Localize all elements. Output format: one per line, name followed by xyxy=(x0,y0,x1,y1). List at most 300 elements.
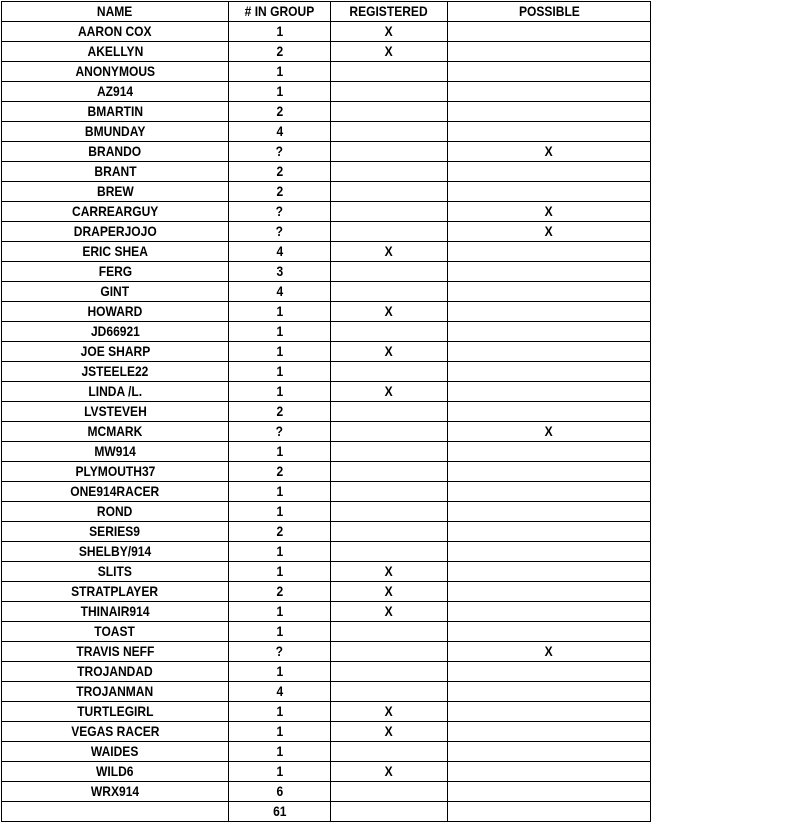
in-group-cell xyxy=(229,502,331,522)
possible-cell xyxy=(448,262,651,282)
header-row xyxy=(2,2,651,22)
table-row xyxy=(2,362,651,382)
registered-cell xyxy=(331,142,448,162)
possible-cell xyxy=(448,582,651,602)
in-group-cell xyxy=(229,82,331,102)
total-in-group-value: 61 xyxy=(272,803,287,819)
in-group-value: ? xyxy=(275,203,284,219)
registered-value: X xyxy=(384,763,394,779)
registered-cell xyxy=(331,362,448,382)
registered-value: X xyxy=(384,563,394,579)
header-possible xyxy=(448,2,651,22)
table-row xyxy=(2,222,651,242)
registered-value: X xyxy=(384,703,394,719)
table-row xyxy=(2,42,651,62)
possible-cell xyxy=(448,762,651,782)
possible-cell xyxy=(448,542,651,562)
in-group-cell xyxy=(229,682,331,702)
in-group-cell xyxy=(229,362,331,382)
possible-cell xyxy=(448,462,651,482)
name-value: ANONYMOUS xyxy=(75,63,155,79)
possible-cell xyxy=(448,142,651,162)
in-group-value: 1 xyxy=(276,563,283,579)
possible-cell xyxy=(448,382,651,402)
name-value: BMARTIN xyxy=(87,103,143,119)
in-group-value: 2 xyxy=(276,403,283,419)
table-row xyxy=(2,482,651,502)
in-group-value: 1 xyxy=(276,763,283,779)
registered-cell xyxy=(331,442,448,462)
name-cell xyxy=(2,642,229,662)
in-group-value: 4 xyxy=(276,683,283,699)
header-in-group-label: # IN GROUP xyxy=(244,3,315,19)
possible-value: X xyxy=(544,643,554,659)
registered-cell xyxy=(331,62,448,82)
total-possible-cell xyxy=(448,802,651,822)
name-cell xyxy=(2,22,229,42)
registered-cell xyxy=(331,222,448,242)
table-row xyxy=(2,322,651,342)
name-cell xyxy=(2,662,229,682)
in-group-cell xyxy=(229,222,331,242)
header-name xyxy=(2,2,229,22)
in-group-cell xyxy=(229,202,331,222)
possible-cell xyxy=(448,602,651,622)
name-cell xyxy=(2,562,229,582)
table-row xyxy=(2,782,651,802)
registered-value: X xyxy=(384,723,394,739)
in-group-value: 2 xyxy=(276,103,283,119)
name-value: AKELLYN xyxy=(87,43,143,59)
name-cell xyxy=(2,102,229,122)
possible-cell xyxy=(448,22,651,42)
name-cell xyxy=(2,82,229,102)
possible-cell xyxy=(448,222,651,242)
registered-cell xyxy=(331,762,448,782)
in-group-value: 1 xyxy=(276,503,283,519)
in-group-value: 1 xyxy=(276,303,283,319)
table-row xyxy=(2,382,651,402)
table-row xyxy=(2,642,651,662)
in-group-value: 2 xyxy=(276,523,283,539)
name-cell xyxy=(2,582,229,602)
registered-value: X xyxy=(384,343,394,359)
in-group-value: 1 xyxy=(276,383,283,399)
name-cell xyxy=(2,522,229,542)
name-value: BRANT xyxy=(93,163,137,179)
name-value: SHELBY/914 xyxy=(78,543,152,559)
possible-cell xyxy=(448,182,651,202)
name-cell xyxy=(2,362,229,382)
in-group-cell xyxy=(229,762,331,782)
in-group-cell xyxy=(229,382,331,402)
in-group-value: 1 xyxy=(276,63,283,79)
in-group-value: 1 xyxy=(276,483,283,499)
name-value: AZ914 xyxy=(96,83,134,99)
registered-value: X xyxy=(384,243,394,259)
table-row xyxy=(2,702,651,722)
in-group-value: 4 xyxy=(276,243,283,259)
in-group-value: ? xyxy=(275,423,284,439)
in-group-value: 2 xyxy=(276,583,283,599)
name-value: ERIC SHEA xyxy=(82,243,148,259)
in-group-cell xyxy=(229,562,331,582)
name-value: DRAPERJOJO xyxy=(73,223,157,239)
in-group-cell xyxy=(229,122,331,142)
possible-cell xyxy=(448,682,651,702)
registered-cell xyxy=(331,262,448,282)
name-cell xyxy=(2,182,229,202)
name-cell xyxy=(2,402,229,422)
registered-cell xyxy=(331,402,448,422)
name-cell xyxy=(2,742,229,762)
table-row xyxy=(2,22,651,42)
table-row xyxy=(2,202,651,222)
name-cell xyxy=(2,422,229,442)
name-cell xyxy=(2,382,229,402)
name-value: TOAST xyxy=(94,623,136,639)
in-group-value: 1 xyxy=(276,723,283,739)
registered-cell xyxy=(331,542,448,562)
possible-cell xyxy=(448,282,651,302)
registered-cell xyxy=(331,702,448,722)
registered-cell xyxy=(331,642,448,662)
name-value: MW914 xyxy=(94,443,136,459)
name-cell xyxy=(2,702,229,722)
total-name-cell xyxy=(2,802,229,822)
registered-cell xyxy=(331,482,448,502)
in-group-cell xyxy=(229,282,331,302)
in-group-cell xyxy=(229,542,331,562)
possible-cell xyxy=(448,522,651,542)
name-value: JD66921 xyxy=(90,323,140,339)
registered-cell xyxy=(331,102,448,122)
in-group-cell xyxy=(229,162,331,182)
in-group-cell xyxy=(229,622,331,642)
name-value: MCMARK xyxy=(87,423,143,439)
table-row xyxy=(2,562,651,582)
in-group-value: 2 xyxy=(276,183,283,199)
registered-cell xyxy=(331,782,448,802)
registered-cell xyxy=(331,322,448,342)
name-cell xyxy=(2,762,229,782)
table-row xyxy=(2,462,651,482)
name-cell xyxy=(2,222,229,242)
possible-cell xyxy=(448,402,651,422)
in-group-cell xyxy=(229,582,331,602)
in-group-cell xyxy=(229,602,331,622)
in-group-value: 1 xyxy=(276,703,283,719)
name-cell xyxy=(2,42,229,62)
name-value: BREW xyxy=(96,183,134,199)
in-group-cell xyxy=(229,42,331,62)
registered-cell xyxy=(331,42,448,62)
registered-cell xyxy=(331,122,448,142)
name-cell xyxy=(2,682,229,702)
registered-cell xyxy=(331,82,448,102)
possible-cell xyxy=(448,342,651,362)
table-row xyxy=(2,542,651,562)
registered-cell xyxy=(331,582,448,602)
name-cell xyxy=(2,62,229,82)
possible-cell xyxy=(448,782,651,802)
registered-cell xyxy=(331,302,448,322)
table-row xyxy=(2,442,651,462)
name-value: SERIES9 xyxy=(89,523,141,539)
in-group-value: 3 xyxy=(276,263,283,279)
name-value: GINT xyxy=(100,283,130,299)
possible-cell xyxy=(448,722,651,742)
possible-cell xyxy=(448,702,651,722)
registered-cell xyxy=(331,682,448,702)
name-value: CARREARGUY xyxy=(71,203,159,219)
table-row xyxy=(2,102,651,122)
name-value: JSTEELE22 xyxy=(81,363,149,379)
possible-cell xyxy=(448,362,651,382)
registered-cell xyxy=(331,502,448,522)
name-cell xyxy=(2,262,229,282)
table-row xyxy=(2,602,651,622)
possible-cell xyxy=(448,742,651,762)
name-value: FERG xyxy=(98,263,132,279)
table-row xyxy=(2,502,651,522)
in-group-value: 2 xyxy=(276,463,283,479)
in-group-cell xyxy=(229,482,331,502)
in-group-value: ? xyxy=(275,643,284,659)
registered-cell xyxy=(331,382,448,402)
in-group-value: 1 xyxy=(276,343,283,359)
registered-cell xyxy=(331,562,448,582)
in-group-value: 1 xyxy=(276,23,283,39)
in-group-cell xyxy=(229,422,331,442)
table-row xyxy=(2,122,651,142)
table-row xyxy=(2,142,651,162)
name-value: TURTLEGIRL xyxy=(76,703,154,719)
table-row xyxy=(2,162,651,182)
table-row xyxy=(2,722,651,742)
in-group-cell xyxy=(229,402,331,422)
name-cell xyxy=(2,122,229,142)
table-row xyxy=(2,522,651,542)
name-value: WILD6 xyxy=(96,763,134,779)
possible-cell xyxy=(448,162,651,182)
table-row xyxy=(2,622,651,642)
name-cell xyxy=(2,622,229,642)
table-row xyxy=(2,762,651,782)
registered-cell xyxy=(331,22,448,42)
registered-cell xyxy=(331,182,448,202)
possible-value: X xyxy=(544,143,554,159)
registered-cell xyxy=(331,282,448,302)
table-row xyxy=(2,742,651,762)
name-value: BRANDO xyxy=(88,143,142,159)
in-group-cell xyxy=(229,102,331,122)
name-cell xyxy=(2,782,229,802)
possible-value: X xyxy=(544,223,554,239)
in-group-value: 1 xyxy=(276,603,283,619)
in-group-value: 1 xyxy=(276,363,283,379)
in-group-value: 4 xyxy=(276,123,283,139)
table-row xyxy=(2,402,651,422)
table-row xyxy=(2,422,651,442)
name-cell xyxy=(2,242,229,262)
in-group-cell xyxy=(229,662,331,682)
header-possible-label: POSSIBLE xyxy=(518,3,580,19)
total-registered-cell xyxy=(331,802,448,822)
possible-cell xyxy=(448,622,651,642)
registered-cell xyxy=(331,602,448,622)
possible-cell xyxy=(448,122,651,142)
in-group-value: 1 xyxy=(276,743,283,759)
table-row xyxy=(2,262,651,282)
possible-cell xyxy=(448,642,651,662)
header-registered-label: REGISTERED xyxy=(349,3,429,19)
possible-cell xyxy=(448,242,651,262)
in-group-cell xyxy=(229,302,331,322)
registered-value: X xyxy=(384,603,394,619)
possible-cell xyxy=(448,662,651,682)
roster-table xyxy=(1,1,651,822)
name-value: TRAVIS NEFF xyxy=(75,643,155,659)
registered-cell xyxy=(331,162,448,182)
in-group-cell xyxy=(229,142,331,162)
registered-cell xyxy=(331,462,448,482)
registered-value: X xyxy=(384,583,394,599)
possible-cell xyxy=(448,502,651,522)
registered-value: X xyxy=(384,43,394,59)
name-cell xyxy=(2,302,229,322)
registered-cell xyxy=(331,342,448,362)
in-group-cell xyxy=(229,242,331,262)
in-group-value: 1 xyxy=(276,543,283,559)
name-value: PLYMOUTH37 xyxy=(75,463,155,479)
in-group-cell xyxy=(229,182,331,202)
in-group-value: 1 xyxy=(276,83,283,99)
in-group-cell xyxy=(229,782,331,802)
table-row xyxy=(2,82,651,102)
possible-value: X xyxy=(544,203,554,219)
in-group-value: 2 xyxy=(276,163,283,179)
name-value: AARON COX xyxy=(78,23,152,39)
total-row xyxy=(2,802,651,822)
registered-value: X xyxy=(384,383,394,399)
header-registered xyxy=(331,2,448,22)
table-row xyxy=(2,662,651,682)
in-group-cell xyxy=(229,342,331,362)
name-cell xyxy=(2,142,229,162)
name-value: BMUNDAY xyxy=(84,123,146,139)
table-row xyxy=(2,682,651,702)
name-cell xyxy=(2,542,229,562)
possible-cell xyxy=(448,442,651,462)
table-row xyxy=(2,282,651,302)
possible-cell xyxy=(448,202,651,222)
in-group-value: 6 xyxy=(276,783,283,799)
registered-cell xyxy=(331,242,448,262)
name-value: ONE914RACER xyxy=(70,483,160,499)
in-group-value: ? xyxy=(275,223,284,239)
name-value: WRX914 xyxy=(90,783,140,799)
name-value: ROND xyxy=(97,503,133,519)
table-row xyxy=(2,342,651,362)
name-value: SLITS xyxy=(97,563,133,579)
registered-cell xyxy=(331,622,448,642)
name-cell xyxy=(2,722,229,742)
name-value: STRATPLAYER xyxy=(71,583,159,599)
name-value: WAIDES xyxy=(91,743,139,759)
header-in-group xyxy=(229,2,331,22)
name-cell xyxy=(2,342,229,362)
table-row xyxy=(2,62,651,82)
name-value: THINAIR914 xyxy=(80,603,150,619)
possible-cell xyxy=(448,302,651,322)
name-cell xyxy=(2,442,229,462)
possible-value: X xyxy=(544,423,554,439)
name-value: LVSTEVEH xyxy=(83,403,147,419)
registered-cell xyxy=(331,202,448,222)
in-group-value: 1 xyxy=(276,623,283,639)
possible-cell xyxy=(448,102,651,122)
registered-cell xyxy=(331,422,448,442)
name-cell xyxy=(2,482,229,502)
name-value: TROJANMAN xyxy=(76,683,154,699)
in-group-value: 4 xyxy=(276,283,283,299)
table-row xyxy=(2,582,651,602)
name-value: VEGAS RACER xyxy=(70,723,160,739)
in-group-value: 2 xyxy=(276,43,283,59)
in-group-cell xyxy=(229,62,331,82)
possible-cell xyxy=(448,322,651,342)
registered-cell xyxy=(331,742,448,762)
possible-cell xyxy=(448,62,651,82)
in-group-cell xyxy=(229,442,331,462)
in-group-value: 1 xyxy=(276,663,283,679)
name-cell xyxy=(2,202,229,222)
header-name-label: NAME xyxy=(97,3,133,19)
name-cell xyxy=(2,162,229,182)
in-group-value: ? xyxy=(275,143,284,159)
name-cell xyxy=(2,322,229,342)
table-row xyxy=(2,302,651,322)
name-value: TROJANDAD xyxy=(77,663,153,679)
in-group-cell xyxy=(229,722,331,742)
possible-cell xyxy=(448,42,651,62)
registered-cell xyxy=(331,522,448,542)
table-row xyxy=(2,182,651,202)
in-group-cell xyxy=(229,742,331,762)
in-group-value: 1 xyxy=(276,443,283,459)
name-value: JOE SHARP xyxy=(80,343,150,359)
in-group-cell xyxy=(229,322,331,342)
name-cell xyxy=(2,462,229,482)
name-cell xyxy=(2,282,229,302)
possible-cell xyxy=(448,422,651,442)
in-group-cell xyxy=(229,462,331,482)
name-value: LINDA /L. xyxy=(88,383,142,399)
in-group-value: 1 xyxy=(276,323,283,339)
in-group-cell xyxy=(229,522,331,542)
name-value: HOWARD xyxy=(87,303,143,319)
in-group-cell xyxy=(229,642,331,662)
possible-cell xyxy=(448,482,651,502)
possible-cell xyxy=(448,82,651,102)
registered-value: X xyxy=(384,23,394,39)
possible-cell xyxy=(448,562,651,582)
registered-cell xyxy=(331,722,448,742)
table-row xyxy=(2,242,651,262)
name-cell xyxy=(2,602,229,622)
in-group-cell xyxy=(229,702,331,722)
